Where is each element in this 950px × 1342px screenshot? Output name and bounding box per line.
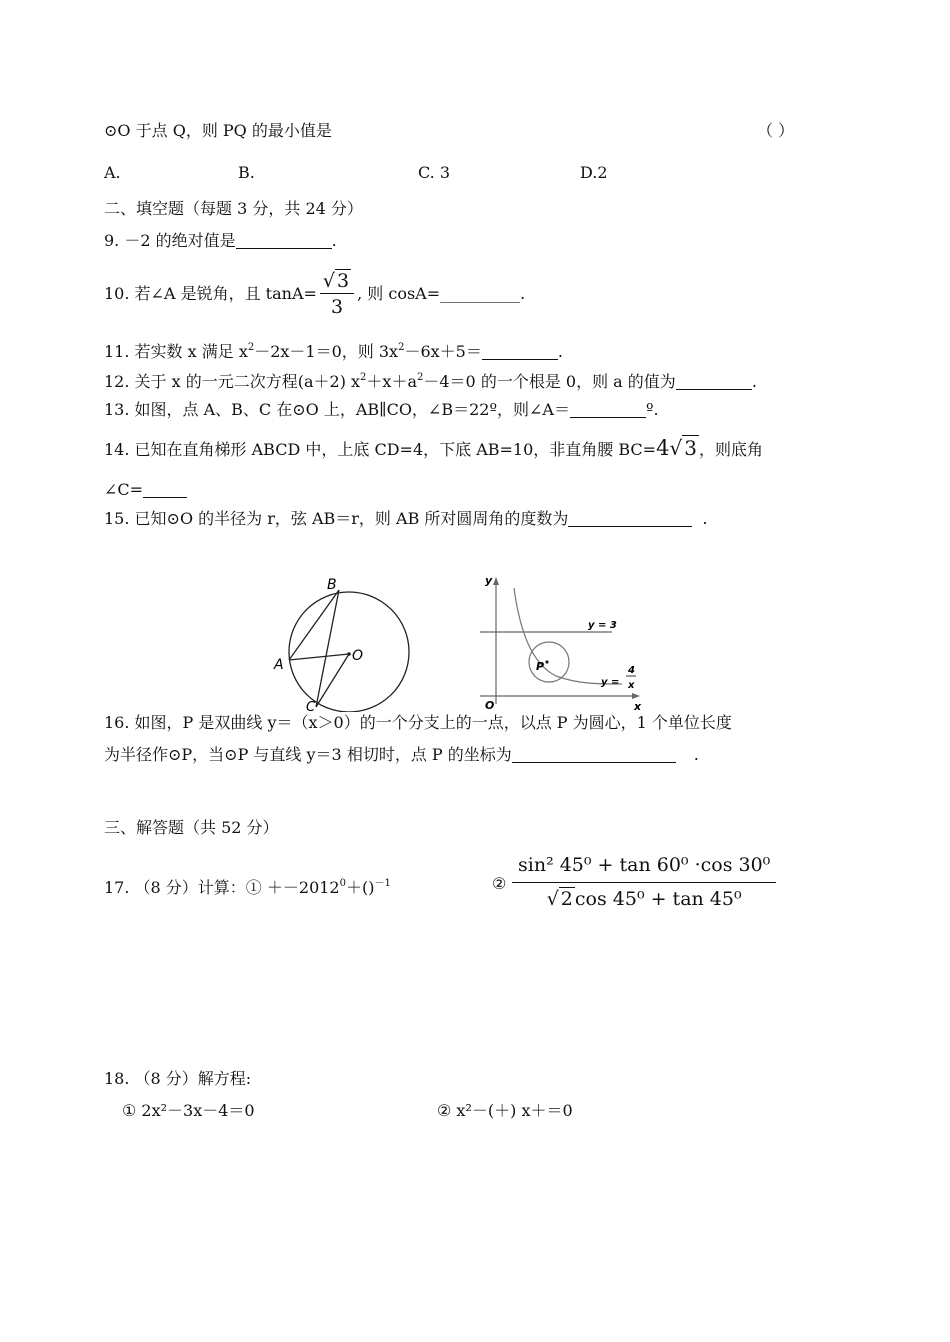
q10: 10. 若∠A 是锐角，且 tanA= $\frac{√ 3}{3}$ , 则 cosA=__________. — [104, 270, 526, 318]
q11: 11. 若实数 x 满足 $x^2-2x-1=0$，则 $3x^2-6x+5=$ . — [104, 342, 563, 361]
q16-line2: 为半径作⊙P，当⊙P 与直线 y＝3 相切时，点 P 的坐标为 . — [104, 745, 699, 764]
figure-hyperbola — [474, 572, 650, 712]
q14-answer-blank[interactable] — [143, 481, 187, 498]
figure-circle — [268, 574, 418, 712]
label-y-equals-3: y = 3 — [588, 620, 617, 631]
q9: 9. －2 的绝对值是 . — [104, 231, 337, 250]
q13-answer-blank[interactable] — [570, 401, 646, 418]
q18-title: 18. （8 分）解方程: — [104, 1069, 252, 1088]
q14-line2: ∠C= — [104, 479, 187, 501]
circle-o — [289, 592, 409, 712]
label-b: B — [327, 577, 337, 593]
sqrt-symbol: √ 3 — [322, 270, 350, 292]
label-o: O — [352, 648, 364, 664]
label-origin: O — [485, 699, 495, 712]
q12: 12. 关于 x 的一元二次方程(a＋2) $x^2+x+a^2-4=0$ 的一个根是 0，则 a 的值为 . — [104, 372, 757, 391]
q8-option-a: A. — [104, 163, 121, 182]
q17-numerator: sin² 45⁰ + tan 60⁰ ·cos 30⁰ — [512, 852, 776, 883]
label-a: A — [274, 657, 284, 673]
q8-tail: ⊙O 于点 Q，则 PQ 的最小值是 — [104, 121, 332, 140]
segment-ao — [289, 654, 349, 660]
y-axis-arrow — [493, 577, 499, 585]
q8-option-c: C. 3 — [418, 163, 451, 182]
q15-answer-blank[interactable] — [568, 510, 692, 527]
point-p — [545, 660, 548, 663]
q8-answer-paren: （ ） — [757, 121, 795, 140]
q17-denominator: √ 2 cos 45⁰ + tan 45⁰ — [512, 883, 776, 913]
q16-answer-blank[interactable] — [512, 746, 676, 763]
label-p: P — [536, 660, 545, 673]
q8-option-b: B. — [238, 163, 255, 182]
circle-p — [529, 642, 569, 682]
q12-answer-blank[interactable] — [676, 373, 752, 390]
q17-fraction — [512, 852, 776, 913]
q10-fraction: $\frac{√ 3}{3}$ — [320, 269, 354, 320]
label-frac-4: 4 — [628, 665, 635, 676]
sqrt-symbol: √ 3 — [669, 436, 697, 460]
q9-answer-blank[interactable] — [236, 232, 332, 249]
q8-option-d: D.2 — [580, 163, 608, 182]
label-frac-x: x — [628, 680, 635, 691]
section-3-heading: 三、解答题（共 52 分） — [104, 818, 279, 837]
x-axis-arrow — [632, 693, 640, 699]
label-y-equals: y = — [601, 677, 620, 688]
sqrt-symbol: √ 2 — [546, 888, 573, 910]
q13: 13. 如图，点 A、B、C 在⊙O 上，AB∥CO，∠B＝22º，则∠A＝ º. — [104, 400, 659, 419]
section-2-heading: 二、填空题（每题 3 分，共 24 分） — [104, 199, 363, 218]
label-c: C — [306, 700, 316, 712]
label-y-axis: y — [485, 574, 493, 587]
q18-eq1: ① 2x²－3x－4＝0 — [122, 1101, 255, 1120]
q8-text — [104, 120, 332, 142]
q17: 17. （8 分）计算：① $+-2012^0+()^{-1}$ — [104, 878, 391, 897]
q16-line1: 16. 如图，P 是双曲线 y＝（x＞0）的一个分支上的一点，以点 P 为圆心，1 个单位长度 — [104, 713, 732, 732]
q18-eq2: ② x²－(＋) x＋＝0 — [437, 1101, 573, 1120]
q11-answer-blank[interactable] — [482, 343, 558, 360]
q14: 14. 已知在直角梯形 ABCD 中，上底 CD=4，下底 AB=10，非直角腰 BC=4√ 3 ，则底角 — [104, 436, 763, 460]
center-point-o — [347, 652, 351, 656]
q15: 15. 已知⊙O 的半径为 r，弦 AB＝r，则 AB 所对圆周角的度数为 . — [104, 509, 708, 528]
q17-marker-2: ② — [492, 874, 507, 893]
label-x-axis: x — [634, 700, 642, 712]
